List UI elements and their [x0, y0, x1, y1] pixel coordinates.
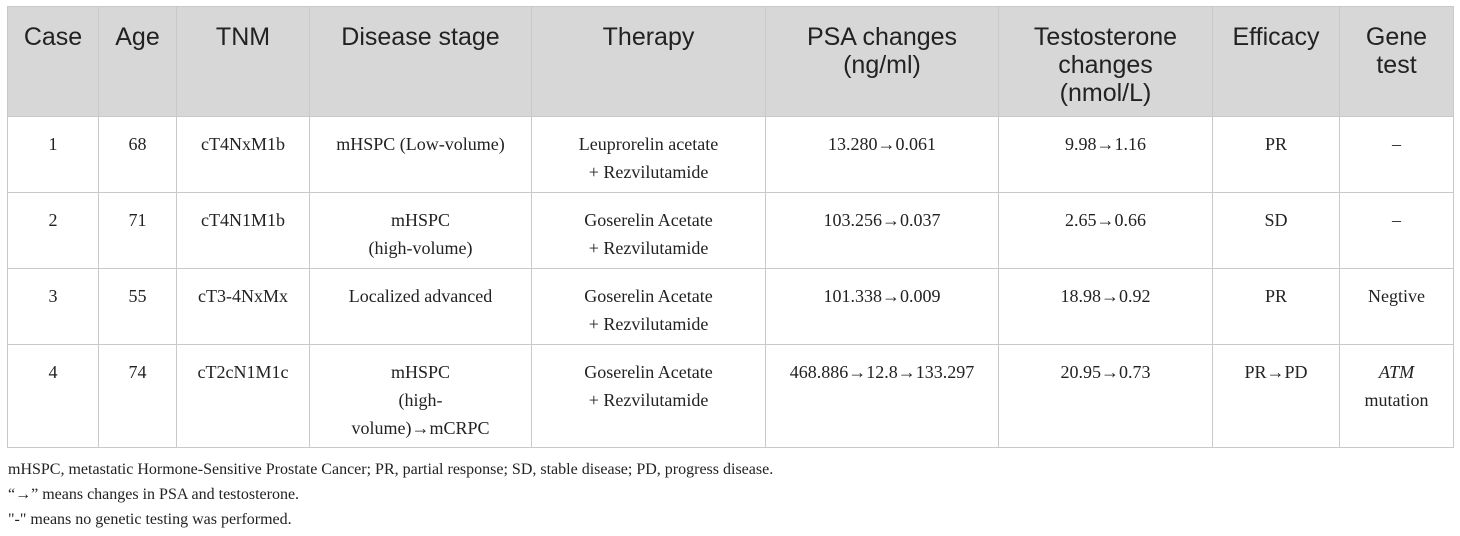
cell-testosterone: 2.65→0.66	[999, 193, 1213, 269]
cell-psa: 101.338→0.009	[766, 269, 999, 345]
cell-disease-stage: mHSPC (high- volume)→mCRPC	[310, 345, 532, 448]
cell-testosterone: 9.98→1.16	[999, 117, 1213, 193]
table-row	[8, 117, 1454, 193]
header-therapy: Therapy	[532, 7, 766, 117]
header-disease-stage: Disease stage	[310, 7, 532, 117]
cell-age: 55	[99, 269, 177, 345]
cell-case: 4	[8, 345, 99, 448]
cell-case: 3	[8, 269, 99, 345]
header-case: Case	[8, 7, 99, 117]
footnote-arrow: “→” means changes in PSA and testosterone.	[8, 486, 300, 503]
cell-gene-test: Negtive	[1340, 269, 1454, 345]
cell-case: 1	[8, 117, 99, 193]
cell-disease-stage: Localized advanced	[310, 269, 532, 345]
cell-tnm: cT4N1M1b	[177, 193, 310, 269]
cell-therapy: Goserelin Acetate + Rezvilutamide	[532, 269, 766, 345]
cell-tnm: cT3-4NxMx	[177, 269, 310, 345]
cell-testosterone: 18.98→0.92	[999, 269, 1213, 345]
table-footnotes	[8, 457, 773, 532]
cell-age: 74	[99, 345, 177, 448]
cell-therapy: Goserelin Acetate + Rezvilutamide	[532, 193, 766, 269]
cell-disease-stage: mHSPC (Low-volume)	[310, 117, 532, 193]
cell-efficacy: SD	[1213, 193, 1340, 269]
cell-psa: 13.280→0.061	[766, 117, 999, 193]
cell-efficacy: PR	[1213, 117, 1340, 193]
cell-disease-stage: mHSPC (high-volume)	[310, 193, 532, 269]
cell-gene-test: –	[1340, 193, 1454, 269]
header-efficacy: Efficacy	[1213, 7, 1340, 117]
cell-psa: 103.256→0.037	[766, 193, 999, 269]
cell-gene-test: –	[1340, 117, 1454, 193]
cell-therapy: Leuprorelin acetate + Rezvilutamide	[532, 117, 766, 193]
table-row	[8, 345, 1454, 448]
header-tnm: TNM	[177, 7, 310, 117]
header-psa-changes: PSA changes (ng/ml)	[766, 7, 999, 117]
footnote-dash: "-" means no genetic testing was performed.	[8, 511, 292, 528]
header-gene-test: Gene test	[1340, 7, 1454, 117]
header-age: Age	[99, 7, 177, 117]
cell-tnm: cT4NxM1b	[177, 117, 310, 193]
cell-efficacy: PR→PD	[1213, 345, 1340, 448]
cell-age: 68	[99, 117, 177, 193]
cell-case: 2	[8, 193, 99, 269]
footnote-abbreviations: mHSPC, metastatic Hormone-Sensitive Prostate Cancer; PR, partial response; SD, stable disease; PD, progress disease.	[8, 461, 774, 478]
cell-age: 71	[99, 193, 177, 269]
header-testosterone-changes: Testosterone changes (nmol/L)	[999, 7, 1213, 117]
cell-gene-test: ATM mutation	[1340, 345, 1454, 448]
results-table	[7, 6, 1454, 448]
cell-tnm: cT2cN1M1c	[177, 345, 310, 448]
table-row	[8, 193, 1454, 269]
header-row	[8, 7, 1454, 117]
cell-therapy: Goserelin Acetate + Rezvilutamide	[532, 345, 766, 448]
cell-psa: 468.886→12.8→133.297	[766, 345, 999, 448]
cell-efficacy: PR	[1213, 269, 1340, 345]
cell-testosterone: 20.95→0.73	[999, 345, 1213, 448]
table-row	[8, 269, 1454, 345]
